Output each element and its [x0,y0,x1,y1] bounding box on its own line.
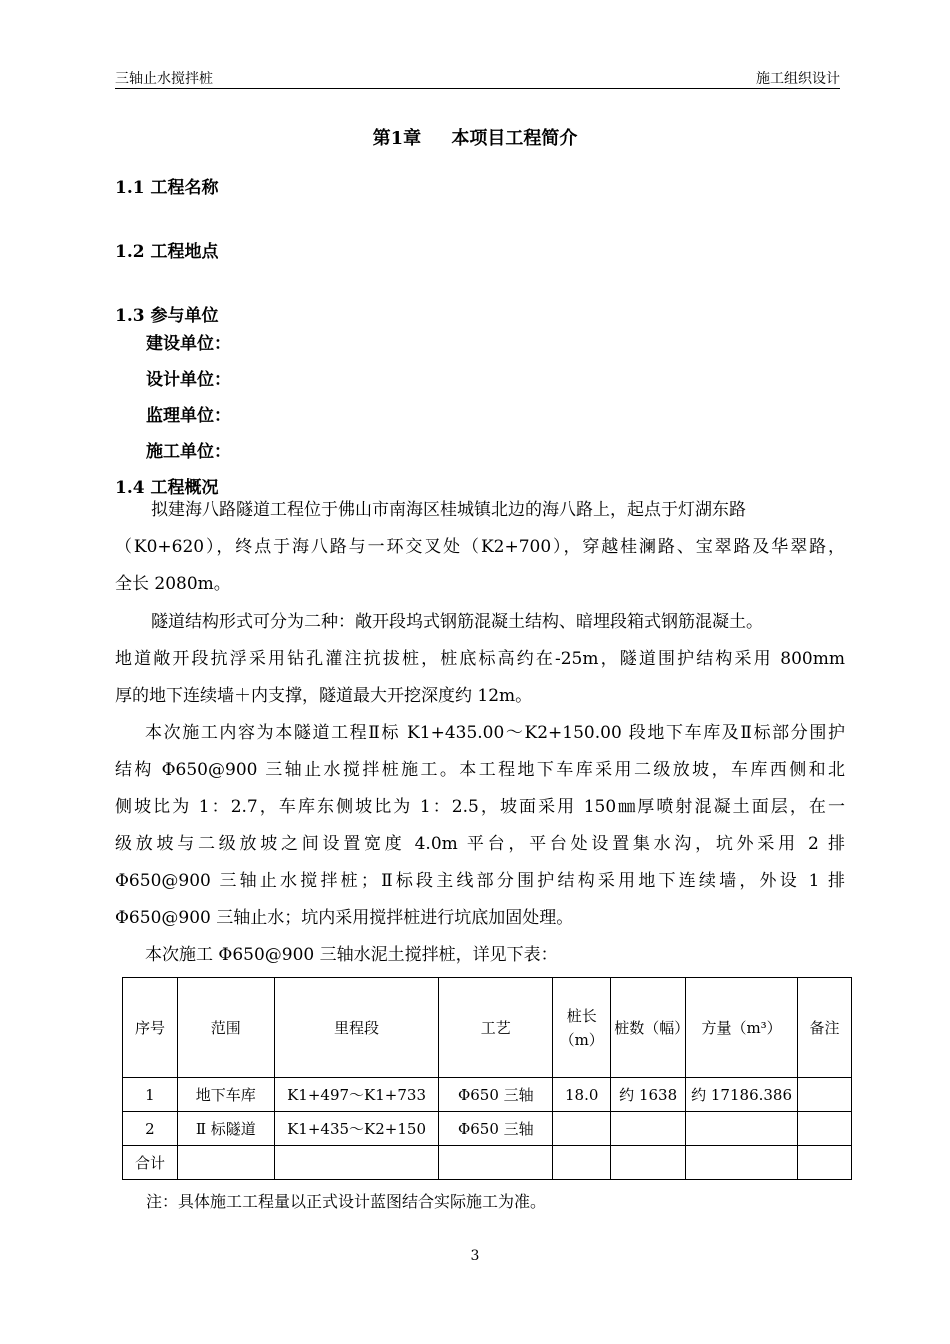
table-header-cell: 桩数（幅） [611,978,686,1078]
paragraph-line: 厚的地下连续墙＋内支撑，隧道最大开挖深度约 12m。 [115,686,533,706]
paragraph-line: 全长 2080m。 [115,574,231,594]
paragraph-line: 结构 Φ650@900 三轴止水搅拌桩施工。本工程地下车库采用二级放坡，车库西侧和北 [115,760,845,780]
section-heading-1-1: 1.1 工程名称 [115,178,219,198]
table-cell [274,1146,439,1180]
table-header-cell: 工艺 [439,978,553,1078]
table-cell: Ⅱ 标隧道 [177,1112,274,1146]
table-header-cell: 方量（m³） [686,978,798,1078]
table-cell [686,1112,798,1146]
table-header-cell: 里程段 [274,978,439,1078]
section-heading-1-2: 1.2 工程地点 [115,242,219,262]
table-cell: 18.0 [553,1078,611,1112]
table-cell [177,1146,274,1180]
paragraph-scope [115,715,845,937]
table-cell [553,1112,611,1146]
header-left-title: 三轴止水搅拌桩 [115,71,213,87]
paragraph-line: 拟建海八路隧道工程位于佛山市南海区桂城镇北边的海八路上，起点于灯湖东路 [151,500,746,520]
header-right-title: 施工组织设计 [756,71,840,87]
table-cell [798,1146,852,1180]
table-cell: 1 [123,1078,178,1112]
table-cell: 2 [123,1112,178,1146]
table-cell: Φ650 三轴 [439,1078,553,1112]
paragraph-line: 本次施工 Φ650@900 三轴水泥土搅拌桩，详见下表： [145,945,558,965]
section-heading-1-4: 1.4 工程概况 [115,478,219,498]
paragraph-structure [115,604,845,715]
unit-contractor: 施工单位： [146,442,231,462]
paragraph-line: 地道敞开段抗浮采用钻孔灌注抗拔桩，桩底标高约在-25m，隧道围护结构采用 800mm [115,649,845,669]
table-row [123,1146,852,1180]
table-cell: 合计 [123,1146,178,1180]
chapter-title: 本项目工程简介 [451,128,578,149]
page-number: 3 [470,1248,480,1264]
table-header-cell: 备注 [798,978,852,1078]
table-cell [611,1146,686,1180]
page-header [115,66,840,89]
table-cell: 约 1638 [611,1078,686,1112]
paragraph-line: 级放坡与二级放坡之间设置宽度 4.0m 平台，平台处设置集水沟，坑外采用 2 排 [115,834,845,854]
table-header-cell: 桩长（m） [553,978,611,1078]
pile-quantity-table [122,977,852,1180]
table-cell [798,1112,852,1146]
table-header-row [123,978,852,1078]
section-heading-1-3: 1.3 参与单位 [115,306,219,326]
chapter-number: 第1章 [372,128,422,149]
table-cell: K1+435～K2+150 [274,1112,439,1146]
unit-supervisor: 监理单位： [146,406,231,426]
paragraph-table-intro [115,937,845,974]
table-cell: 约 17186.386 [686,1078,798,1112]
unit-designer: 设计单位： [146,370,231,390]
unit-owner: 建设单位： [146,334,231,354]
paragraph-line: （K0+620），终点于海八路与一环交叉处（K2+700），穿越桂澜路、宝翠路及华翠路， [115,537,845,557]
table-note: 注：具体施工工程量以正式设计蓝图结合实际施工为准。 [146,1192,547,1211]
table-cell [553,1146,611,1180]
paragraph-overview [115,492,845,603]
table-cell [439,1146,553,1180]
paragraph-line: 隧道结构形式可分为二种：敞开段坞式钢筋混凝土结构、暗埋段箱式钢筋混凝土。 [151,612,763,632]
table-cell: 地下车库 [177,1078,274,1112]
table-header-cell: 范围 [177,978,274,1078]
chapter-heading [0,124,950,150]
paragraph-line: Φ650@900 三轴止水；坑内采用搅拌桩进行坑底加固处理。 [115,908,574,928]
paragraph-line: 本次施工内容为本隧道工程Ⅱ标 K1+435.00～K2+150.00 段地下车库及Ⅱ标部分围护 [145,723,845,743]
table-cell: Φ650 三轴 [439,1112,553,1146]
table-row [123,1078,852,1112]
paragraph-line: Φ650@900 三轴止水搅拌桩；Ⅱ标段主线部分围护结构采用地下连续墙，外设 1 排 [115,871,845,891]
table-cell [686,1146,798,1180]
table-cell [798,1078,852,1112]
table-header-cell: 序号 [123,978,178,1078]
table-cell: K1+497～K1+733 [274,1078,439,1112]
table-row [123,1112,852,1146]
table-cell [611,1112,686,1146]
paragraph-line: 侧坡比为 1：2.7，车库东侧坡比为 1：2.5，坡面采用 150㎜厚喷射混凝土面层，在一 [115,797,845,817]
